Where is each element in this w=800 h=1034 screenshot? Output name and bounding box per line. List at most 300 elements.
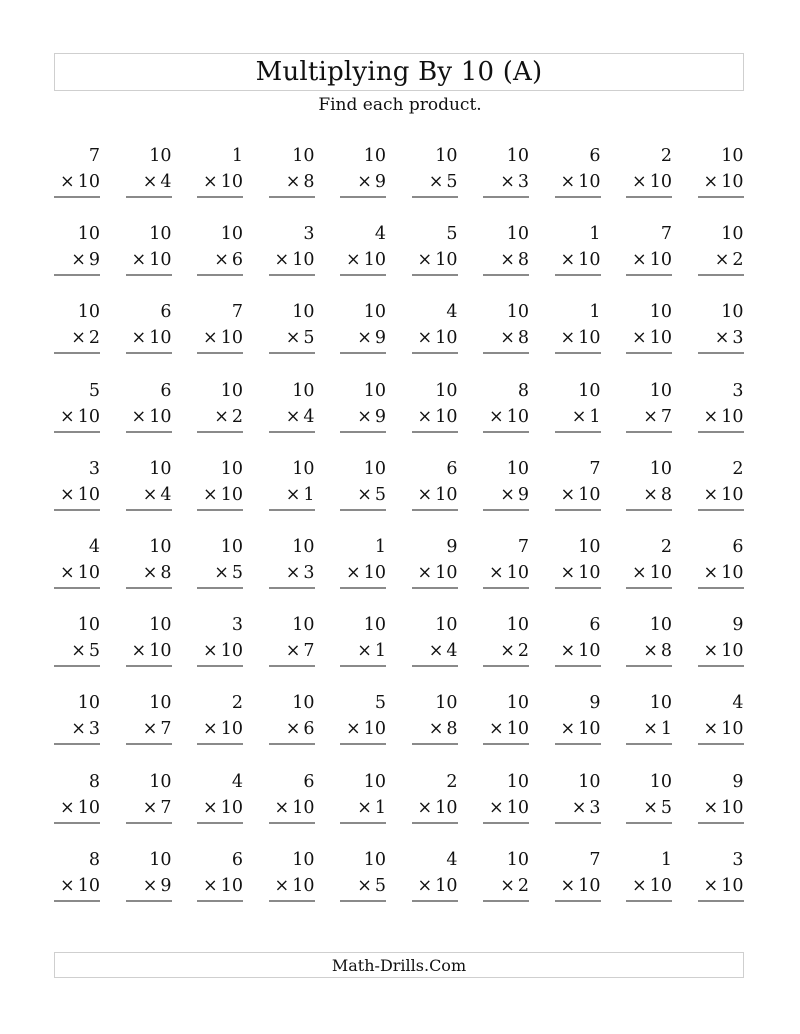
multiplier: 4 xyxy=(160,172,172,192)
multiplier-line xyxy=(340,560,386,586)
answer-line[interactable] xyxy=(626,900,672,902)
times-sign: × xyxy=(71,641,86,662)
times-sign: × xyxy=(131,406,147,427)
times-sign: × xyxy=(489,719,504,740)
multiplier-line xyxy=(412,404,458,430)
multiplier-line xyxy=(483,638,529,664)
answer-line[interactable] xyxy=(555,274,601,276)
multiplicand: 1 xyxy=(660,849,672,870)
multiplicand: 6 xyxy=(732,536,744,557)
multiplier: 10 xyxy=(435,250,458,271)
answer-line[interactable] xyxy=(340,509,386,511)
multiplicand: 10 xyxy=(149,849,172,870)
multiplicand: 10 xyxy=(149,458,172,479)
problem xyxy=(626,534,672,589)
problem xyxy=(483,299,529,354)
times-sign: × xyxy=(357,328,372,349)
multiplier: 10 xyxy=(435,406,458,427)
times-sign: × xyxy=(60,875,75,896)
answer-line[interactable] xyxy=(412,743,458,745)
answer-line[interactable] xyxy=(555,431,601,433)
multiplicand: 9 xyxy=(732,771,744,792)
times-sign: × xyxy=(703,484,719,505)
times-sign: × xyxy=(142,875,158,896)
multiplicand: 10 xyxy=(363,302,386,323)
answer-line[interactable] xyxy=(54,274,100,276)
answer-line[interactable] xyxy=(483,822,529,824)
problem xyxy=(197,456,243,511)
times-sign: × xyxy=(500,328,515,349)
times-sign: × xyxy=(703,172,719,192)
multiplier: 7 xyxy=(160,797,172,818)
multiplier: 7 xyxy=(160,719,172,740)
multiplier-line xyxy=(626,482,672,508)
times-sign: × xyxy=(500,875,515,896)
answer-line[interactable] xyxy=(126,587,172,589)
answer-line[interactable] xyxy=(54,587,100,589)
multiplier-line xyxy=(340,325,386,351)
multiplier: 10 xyxy=(220,328,243,349)
answer-line[interactable] xyxy=(197,743,243,745)
times-sign: × xyxy=(703,641,719,662)
answer-line[interactable] xyxy=(483,509,529,511)
answer-line[interactable] xyxy=(555,822,601,824)
times-sign: × xyxy=(60,484,75,505)
problem xyxy=(555,221,601,276)
multiplicand: 10 xyxy=(149,224,172,245)
answer-line[interactable] xyxy=(412,196,458,198)
times-sign: × xyxy=(417,328,433,349)
problem xyxy=(54,534,100,589)
multiplier-line xyxy=(412,638,458,664)
multiplicand: 10 xyxy=(506,146,529,166)
answer-line[interactable] xyxy=(126,900,172,902)
answer-line[interactable] xyxy=(269,431,315,433)
answer-line[interactable] xyxy=(412,587,458,589)
answer-line[interactable] xyxy=(626,822,672,824)
times-sign: × xyxy=(428,641,444,662)
answer-line[interactable] xyxy=(412,900,458,902)
answer-line[interactable] xyxy=(340,352,386,354)
answer-line[interactable] xyxy=(698,196,744,198)
multiplier: 10 xyxy=(292,250,315,271)
problem xyxy=(698,456,744,511)
answer-line[interactable] xyxy=(626,196,672,198)
times-sign: × xyxy=(417,797,433,818)
answer-line[interactable] xyxy=(197,196,243,198)
problem xyxy=(54,378,100,433)
answer-line[interactable] xyxy=(54,743,100,745)
multiplier: 10 xyxy=(649,172,672,192)
multiplicand: 10 xyxy=(149,536,172,557)
multiplicand: 2 xyxy=(660,146,672,166)
times-sign: × xyxy=(357,641,372,662)
problem xyxy=(483,690,529,745)
answer-line[interactable] xyxy=(269,665,315,667)
multiplier: 1 xyxy=(374,641,386,662)
answer-line[interactable] xyxy=(54,196,100,198)
answer-line[interactable] xyxy=(698,665,744,667)
multiplicand: 7 xyxy=(660,224,672,245)
multiplicand: 5 xyxy=(88,380,100,401)
answer-line[interactable] xyxy=(197,822,243,824)
times-sign: × xyxy=(285,484,301,505)
multiplicand: 10 xyxy=(721,302,744,323)
problem xyxy=(126,143,172,198)
answer-line[interactable] xyxy=(555,196,601,198)
times-sign: × xyxy=(571,797,587,818)
multiplier: 10 xyxy=(435,484,458,505)
multiplier: 10 xyxy=(149,328,172,349)
answer-line[interactable] xyxy=(54,509,100,511)
multiplier: 9 xyxy=(517,484,529,505)
multiplier-line xyxy=(483,169,529,195)
answer-line[interactable] xyxy=(269,196,315,198)
answer-line[interactable] xyxy=(197,900,243,902)
problem-row xyxy=(54,769,744,847)
multiplier-line xyxy=(555,404,601,430)
answer-line[interactable] xyxy=(698,743,744,745)
answer-line[interactable] xyxy=(483,587,529,589)
answer-line[interactable] xyxy=(412,822,458,824)
problem xyxy=(626,456,672,511)
problem xyxy=(340,612,386,667)
answer-line[interactable] xyxy=(197,274,243,276)
multiplier: 5 xyxy=(231,562,243,583)
multiplier-line xyxy=(626,169,672,195)
answer-line[interactable] xyxy=(555,900,601,902)
multiplicand: 6 xyxy=(589,146,601,166)
answer-line[interactable] xyxy=(412,509,458,511)
answer-line[interactable] xyxy=(340,274,386,276)
times-sign: × xyxy=(500,641,515,662)
answer-line[interactable] xyxy=(698,352,744,354)
answer-line[interactable] xyxy=(555,587,601,589)
answer-line[interactable] xyxy=(483,743,529,745)
multiplier: 10 xyxy=(721,719,744,740)
answer-line[interactable] xyxy=(626,509,672,511)
answer-line[interactable] xyxy=(340,822,386,824)
times-sign: × xyxy=(285,562,301,583)
answer-line[interactable] xyxy=(698,587,744,589)
multiplicand: 2 xyxy=(660,536,672,557)
multiplier: 10 xyxy=(363,250,386,271)
answer-line[interactable] xyxy=(555,743,601,745)
multiplicand: 10 xyxy=(292,693,315,714)
problem xyxy=(483,534,529,589)
answer-line[interactable] xyxy=(698,274,744,276)
problem xyxy=(555,378,601,433)
times-sign: × xyxy=(285,172,301,192)
multiplicand: 10 xyxy=(363,771,386,792)
problem xyxy=(54,769,100,824)
multiplicand: 10 xyxy=(435,380,458,401)
multiplier-line xyxy=(626,325,672,351)
multiplier-line xyxy=(483,247,529,273)
problem xyxy=(197,221,243,276)
multiplier: 1 xyxy=(374,797,386,818)
multiplier-line xyxy=(626,638,672,664)
multiplier: 10 xyxy=(435,797,458,818)
answer-line[interactable] xyxy=(626,743,672,745)
problem xyxy=(555,299,601,354)
multiplier-line xyxy=(555,325,601,351)
multiplier-line xyxy=(626,404,672,430)
answer-line[interactable] xyxy=(54,431,100,433)
answer-line[interactable] xyxy=(340,196,386,198)
multiplier-line xyxy=(54,169,100,195)
answer-line[interactable] xyxy=(126,352,172,354)
answer-line[interactable] xyxy=(197,352,243,354)
multiplicand: 10 xyxy=(649,615,672,636)
answer-line[interactable] xyxy=(555,352,601,354)
answer-line[interactable] xyxy=(483,431,529,433)
answer-line[interactable] xyxy=(698,431,744,433)
multiplicand: 10 xyxy=(149,615,172,636)
multiplier-line xyxy=(555,169,601,195)
multiplier-line xyxy=(54,482,100,508)
answer-line[interactable] xyxy=(340,900,386,902)
multiplier-line xyxy=(197,404,243,430)
multiplicand: 10 xyxy=(721,146,744,166)
multiplier-line xyxy=(698,325,744,351)
multiplier-line xyxy=(698,560,744,586)
times-sign: × xyxy=(203,172,218,192)
times-sign: × xyxy=(560,484,576,505)
multiplicand: 6 xyxy=(160,302,172,323)
multiplier-line xyxy=(126,404,172,430)
answer-line[interactable] xyxy=(626,587,672,589)
times-sign: × xyxy=(500,484,515,505)
answer-line[interactable] xyxy=(340,431,386,433)
multiplier: 10 xyxy=(435,562,458,583)
answer-line[interactable] xyxy=(54,900,100,902)
times-sign: × xyxy=(643,484,658,505)
multiplicand: 6 xyxy=(231,849,243,870)
multiplicand: 2 xyxy=(231,693,243,714)
multiplier: 10 xyxy=(149,250,172,271)
multiplier: 2 xyxy=(88,328,100,349)
answer-line[interactable] xyxy=(698,822,744,824)
answer-line[interactable] xyxy=(197,509,243,511)
problem xyxy=(412,221,458,276)
answer-line[interactable] xyxy=(269,274,315,276)
times-sign: × xyxy=(703,406,719,427)
multiplier-line xyxy=(340,716,386,742)
answer-line[interactable] xyxy=(340,743,386,745)
footer-source: Math-Drills.Com xyxy=(331,955,467,975)
problem-row xyxy=(54,378,744,456)
multiplier-line xyxy=(340,873,386,899)
multiplier: 8 xyxy=(303,172,315,192)
times-sign: × xyxy=(703,562,719,583)
multiplicand: 8 xyxy=(88,771,100,792)
multiplier: 10 xyxy=(578,484,601,505)
answer-line[interactable] xyxy=(126,431,172,433)
multiplier: 3 xyxy=(732,328,744,349)
multiplier: 10 xyxy=(435,875,458,896)
problem xyxy=(626,612,672,667)
answer-line[interactable] xyxy=(412,274,458,276)
multiplier-line xyxy=(54,795,100,821)
multiplier-line xyxy=(54,560,100,586)
multiplicand: 10 xyxy=(435,693,458,714)
multiplier-line xyxy=(269,638,315,664)
answer-line[interactable] xyxy=(626,431,672,433)
multiplicand: 10 xyxy=(506,693,529,714)
answer-line[interactable] xyxy=(197,665,243,667)
multiplier-line xyxy=(555,638,601,664)
times-sign: × xyxy=(417,406,433,427)
multiplier-line xyxy=(126,325,172,351)
problem-row xyxy=(54,847,744,925)
answer-line[interactable] xyxy=(197,431,243,433)
answer-line[interactable] xyxy=(626,665,672,667)
multiplier-line xyxy=(412,795,458,821)
multiplier: 10 xyxy=(578,719,601,740)
answer-line[interactable] xyxy=(126,509,172,511)
multiplier: 8 xyxy=(517,328,529,349)
answer-line[interactable] xyxy=(698,509,744,511)
times-sign: × xyxy=(560,719,576,740)
problem xyxy=(340,847,386,902)
answer-line[interactable] xyxy=(340,665,386,667)
multiplier-line xyxy=(197,482,243,508)
multiplier-line xyxy=(269,482,315,508)
multiplier-line xyxy=(126,638,172,664)
multiplier-line xyxy=(698,638,744,664)
multiplier-line xyxy=(340,404,386,430)
multiplier-line xyxy=(626,247,672,273)
multiplier: 10 xyxy=(721,484,744,505)
answer-line[interactable] xyxy=(412,352,458,354)
problem xyxy=(269,299,315,354)
answer-line[interactable] xyxy=(126,274,172,276)
multiplier: 10 xyxy=(649,250,672,271)
answer-line[interactable] xyxy=(412,431,458,433)
multiplier: 10 xyxy=(578,875,601,896)
multiplier: 10 xyxy=(77,562,100,583)
problem xyxy=(626,299,672,354)
answer-line[interactable] xyxy=(483,900,529,902)
answer-line[interactable] xyxy=(269,587,315,589)
times-sign: × xyxy=(560,875,576,896)
multiplier-line xyxy=(197,873,243,899)
times-sign: × xyxy=(142,797,158,818)
multiplier: 10 xyxy=(649,328,672,349)
multiplicand: 3 xyxy=(732,849,744,870)
multiplier: 10 xyxy=(435,328,458,349)
problem xyxy=(126,847,172,902)
answer-line[interactable] xyxy=(126,196,172,198)
multiplier-line xyxy=(483,404,529,430)
multiplicand: 6 xyxy=(589,615,601,636)
answer-line[interactable] xyxy=(197,587,243,589)
multiplier: 3 xyxy=(517,172,529,192)
times-sign: × xyxy=(417,250,433,271)
times-sign: × xyxy=(632,172,647,192)
times-sign: × xyxy=(285,328,301,349)
title-box xyxy=(54,53,744,91)
answer-line[interactable] xyxy=(555,509,601,511)
problem xyxy=(483,378,529,433)
answer-line[interactable] xyxy=(626,352,672,354)
answer-line[interactable] xyxy=(340,587,386,589)
multiplier: 5 xyxy=(660,797,672,818)
multiplicand: 10 xyxy=(220,536,243,557)
answer-line[interactable] xyxy=(412,665,458,667)
answer-line[interactable] xyxy=(269,352,315,354)
multiplicand: 10 xyxy=(649,771,672,792)
multiplicand: 1 xyxy=(589,224,601,245)
times-sign: × xyxy=(60,406,75,427)
answer-line[interactable] xyxy=(555,665,601,667)
answer-line[interactable] xyxy=(126,743,172,745)
answer-line[interactable] xyxy=(698,900,744,902)
multiplicand: 8 xyxy=(517,380,529,401)
answer-line[interactable] xyxy=(54,352,100,354)
multiplicand: 10 xyxy=(435,615,458,636)
times-sign: × xyxy=(632,328,647,349)
answer-line[interactable] xyxy=(626,274,672,276)
problem xyxy=(412,769,458,824)
answer-line[interactable] xyxy=(126,822,172,824)
problem xyxy=(269,769,315,824)
multiplicand: 10 xyxy=(363,458,386,479)
answer-line[interactable] xyxy=(269,822,315,824)
times-sign: × xyxy=(142,719,158,740)
answer-line[interactable] xyxy=(483,274,529,276)
times-sign: × xyxy=(560,328,576,349)
problem xyxy=(698,847,744,902)
multiplier: 8 xyxy=(517,250,529,271)
times-sign: × xyxy=(346,562,361,583)
times-sign: × xyxy=(560,641,576,662)
multiplier: 9 xyxy=(88,250,100,271)
multiplier-line xyxy=(126,560,172,586)
multiplier-line xyxy=(555,873,601,899)
answer-line[interactable] xyxy=(54,822,100,824)
answer-line[interactable] xyxy=(54,665,100,667)
problem xyxy=(54,299,100,354)
multiplier-line xyxy=(555,247,601,273)
multiplicand: 10 xyxy=(363,849,386,870)
problem xyxy=(197,534,243,589)
answer-line[interactable] xyxy=(269,900,315,902)
answer-line[interactable] xyxy=(483,352,529,354)
answer-line[interactable] xyxy=(269,509,315,511)
answer-line[interactable] xyxy=(483,196,529,198)
answer-line[interactable] xyxy=(483,665,529,667)
times-sign: × xyxy=(500,172,515,192)
multiplier-line xyxy=(412,482,458,508)
problem xyxy=(54,612,100,667)
problem xyxy=(698,690,744,745)
problem xyxy=(269,612,315,667)
answer-line[interactable] xyxy=(126,665,172,667)
multiplier-line xyxy=(126,169,172,195)
times-sign: × xyxy=(285,406,301,427)
problem xyxy=(126,612,172,667)
multiplier-line xyxy=(412,325,458,351)
multiplicand: 10 xyxy=(363,615,386,636)
multiplicand: 2 xyxy=(446,771,458,792)
multiplier-line xyxy=(412,169,458,195)
problem xyxy=(412,456,458,511)
answer-line[interactable] xyxy=(269,743,315,745)
problem xyxy=(555,847,601,902)
multiplier: 4 xyxy=(160,484,172,505)
